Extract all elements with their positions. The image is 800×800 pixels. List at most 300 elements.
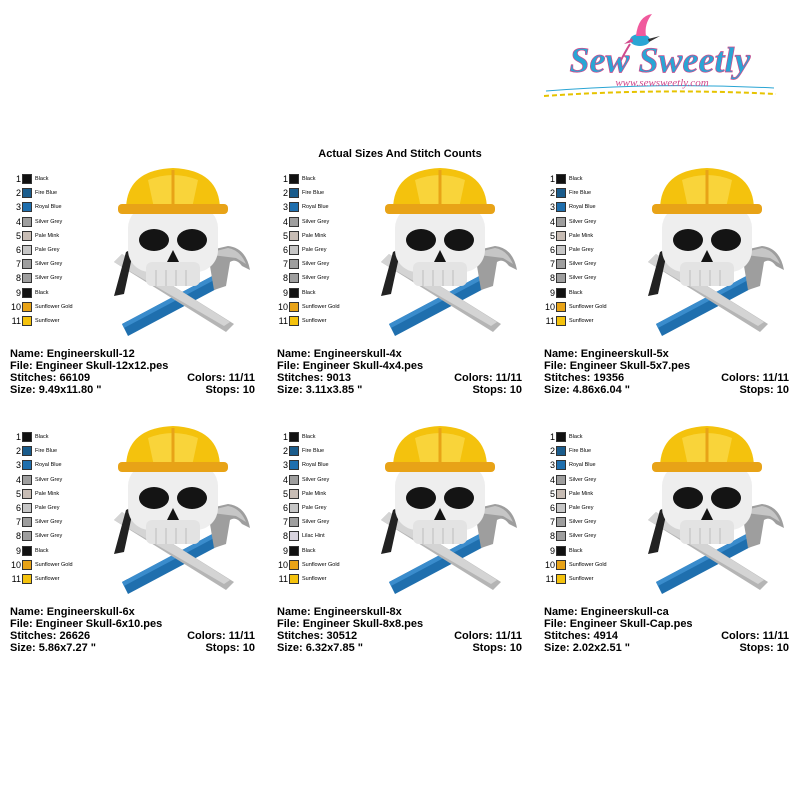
swatch-number: 9 (282, 287, 288, 298)
swatch-color-box (556, 259, 566, 269)
color-swatch-list (544, 430, 634, 586)
color-swatch (10, 286, 100, 300)
field-value: Engineer Skull-Cap.pes (569, 618, 693, 630)
swatch-color-name: Pale Mink (35, 490, 60, 497)
swatch-color-box (22, 432, 32, 442)
swatch-color-box (289, 446, 299, 456)
stitch-count (10, 372, 90, 384)
color-swatch (10, 257, 100, 271)
swatch-color-box (289, 259, 299, 269)
swatch-color-name: Silver Grey (302, 218, 330, 225)
design-card-6 (544, 410, 794, 654)
swatch-color-name: Sunflower Gold (302, 561, 340, 568)
engineer-skull-design (367, 424, 527, 594)
swatch-number: 7 (282, 259, 288, 270)
swatch-color-name: Silver Grey (302, 476, 330, 483)
color-swatch (10, 186, 100, 200)
swatch-number: 3 (549, 460, 555, 471)
swatch-color-name: Silver Grey (35, 533, 63, 540)
field-label: Colors: (187, 630, 226, 642)
color-swatch (277, 501, 367, 515)
swatch-number: 6 (549, 503, 555, 514)
swatch-color-name: Fire Blue (35, 190, 58, 197)
field-value: 66109 (59, 372, 91, 384)
swatch-number: 2 (282, 446, 288, 457)
field-label: Colors: (454, 630, 493, 642)
design-file (544, 360, 690, 372)
color-swatch (544, 229, 634, 243)
swatch-color-name: Sunflower (302, 575, 327, 582)
swatch-color-name: Silver Grey (302, 519, 330, 526)
swatch-color-name: Silver Grey (302, 275, 330, 282)
swatch-color-box (22, 546, 32, 556)
swatch-color-name: Black (569, 434, 583, 441)
swatch-color-box (289, 489, 299, 499)
swatch-color-name: Royal Blue (569, 462, 596, 469)
color-swatch-list (10, 430, 100, 586)
swatch-color-box (289, 560, 299, 570)
swatch-number: 4 (282, 474, 288, 485)
color-swatch (277, 172, 367, 186)
hard-hat-icon (385, 426, 495, 472)
swatch-color-box (289, 432, 299, 442)
hard-hat-icon (652, 168, 762, 214)
swatch-color-box (22, 245, 32, 255)
swatch-color-name: Royal Blue (35, 462, 62, 469)
color-swatch (277, 544, 367, 558)
swatch-color-box (289, 174, 299, 184)
swatch-number: 6 (549, 245, 555, 256)
design-info (10, 606, 255, 654)
swatch-number: 3 (282, 460, 288, 471)
swatch-number: 2 (15, 188, 21, 199)
field-value: Engineerskull-12 (46, 348, 135, 360)
stop-count (472, 642, 522, 654)
swatch-color-name: Black (35, 289, 49, 296)
design-info (10, 348, 255, 396)
swatch-color-box (556, 574, 566, 584)
field-label: Stitches: (10, 372, 57, 384)
design-size (544, 384, 630, 396)
color-swatch (10, 515, 100, 529)
design-name (544, 348, 669, 360)
swatch-color-box (556, 489, 566, 499)
color-swatch (277, 314, 367, 328)
swatch-color-box (22, 475, 32, 485)
swatch-color-name: Lilac Hint (302, 533, 325, 540)
swatch-color-box (289, 574, 299, 584)
design-file (10, 618, 162, 630)
color-swatch (544, 271, 634, 285)
swatch-color-name: Pale Grey (35, 505, 60, 512)
swatch-color-box (556, 546, 566, 556)
swatch-number: 9 (549, 287, 555, 298)
swatch-number: 6 (282, 245, 288, 256)
color-swatch (277, 515, 367, 529)
swatch-number: 2 (282, 188, 288, 199)
swatch-number: 2 (549, 188, 555, 199)
field-value: Engineer Skull-8x8.pes (302, 618, 424, 630)
swatch-color-name: Black (302, 434, 316, 441)
hard-hat-icon (652, 426, 762, 472)
color-swatch (10, 458, 100, 472)
swatch-color-box (22, 489, 32, 499)
swatch-color-box (556, 316, 566, 326)
swatch-color-name: Pale Grey (569, 247, 594, 254)
swatch-number: 5 (549, 230, 555, 241)
design-name (544, 606, 669, 618)
swatch-color-box (556, 174, 566, 184)
swatch-number: 3 (15, 460, 21, 471)
swatch-color-box (556, 217, 566, 227)
swatch-number: 11 (545, 573, 555, 584)
swatch-color-name: Pale Mink (302, 232, 327, 239)
swatch-color-name: Fire Blue (569, 448, 592, 455)
color-count (454, 630, 522, 642)
field-label: Name: (544, 348, 578, 360)
color-swatch (10, 529, 100, 543)
color-swatch (544, 515, 634, 529)
swatch-number: 1 (15, 432, 21, 443)
field-label: Size: (544, 642, 570, 654)
color-swatch (277, 300, 367, 314)
swatch-number: 5 (549, 488, 555, 499)
swatch-color-box (556, 188, 566, 198)
swatch-color-box (556, 560, 566, 570)
field-value: 10 (776, 642, 789, 654)
stitch-count (277, 630, 357, 642)
swatch-number: 6 (15, 503, 21, 514)
swatch-color-name: Black (302, 289, 316, 296)
swatch-color-name: Black (569, 289, 583, 296)
swatch-color-name: Black (302, 547, 316, 554)
color-count (187, 630, 255, 642)
swatch-color-name: Silver Grey (569, 476, 597, 483)
design-card-3 (544, 152, 794, 396)
stop-count (472, 384, 522, 396)
color-swatch-list (277, 172, 367, 328)
color-swatch (10, 501, 100, 515)
color-swatch (277, 257, 367, 271)
swatch-color-name: Fire Blue (569, 190, 592, 197)
design-file (277, 618, 423, 630)
field-label: Stitches: (544, 630, 591, 642)
swatch-color-name: Sunflower Gold (569, 303, 607, 310)
swatch-color-box (22, 288, 32, 298)
design-size (544, 642, 630, 654)
swatch-number: 10 (544, 559, 555, 570)
swatch-color-name: Silver Grey (569, 218, 597, 225)
stitch-count (544, 372, 624, 384)
swatch-color-name: Black (35, 547, 49, 554)
engineer-skull-design (634, 424, 794, 594)
swatch-color-name: Pale Grey (302, 505, 327, 512)
field-value: 11/11 (495, 372, 522, 384)
design-card-4 (10, 410, 260, 654)
swatch-color-box (22, 560, 32, 570)
swatch-number: 2 (15, 446, 21, 457)
color-swatch (544, 473, 634, 487)
field-label: Stops: (205, 642, 240, 654)
field-label: Stitches: (10, 630, 57, 642)
field-value: 19356 (593, 372, 625, 384)
swatch-color-name: Fire Blue (302, 448, 325, 455)
swatch-color-box (556, 202, 566, 212)
swatch-color-box (289, 517, 299, 527)
swatch-color-box (556, 460, 566, 470)
swatch-color-name: Silver Grey (35, 218, 63, 225)
swatch-color-name: Sunflower (35, 317, 60, 324)
swatch-color-name: Sunflower Gold (302, 303, 340, 310)
color-swatch (277, 430, 367, 444)
swatch-color-box (289, 546, 299, 556)
design-info (277, 606, 522, 654)
stitch-count (277, 372, 351, 384)
field-value: 10 (509, 384, 522, 396)
field-label: File: (277, 360, 300, 372)
field-label: Stops: (739, 384, 774, 396)
hard-hat-icon (385, 168, 495, 214)
design-name (277, 606, 402, 618)
stitch-count (544, 630, 618, 642)
field-label: Stops: (472, 384, 507, 396)
swatch-color-box (289, 302, 299, 312)
color-swatch (544, 215, 634, 229)
swatch-color-name: Silver Grey (35, 275, 63, 282)
color-swatch (10, 473, 100, 487)
field-label: Size: (544, 384, 570, 396)
swatch-color-name: Silver Grey (302, 261, 330, 268)
swatch-color-box (22, 259, 32, 269)
stop-count (739, 642, 789, 654)
swatch-number: 3 (15, 202, 21, 213)
swatch-color-name: Fire Blue (302, 190, 325, 197)
swatch-number: 6 (282, 503, 288, 514)
swatch-color-name: Royal Blue (302, 204, 329, 211)
swatch-color-name: Silver Grey (569, 533, 597, 540)
field-label: Size: (277, 642, 303, 654)
field-value: 10 (242, 384, 255, 396)
color-swatch (10, 314, 100, 328)
swatch-color-box (556, 475, 566, 485)
swatch-color-name: Pale Grey (569, 505, 594, 512)
engineer-skull-design (100, 166, 260, 336)
swatch-color-box (22, 217, 32, 227)
color-swatch (277, 487, 367, 501)
swatch-number: 3 (549, 202, 555, 213)
swatch-color-box (22, 188, 32, 198)
swatch-number: 4 (15, 474, 21, 485)
swatch-color-name: Sunflower (569, 575, 594, 582)
swatch-color-name: Pale Grey (302, 247, 327, 254)
color-swatch (544, 487, 634, 501)
field-value: 10 (242, 642, 255, 654)
color-swatch (544, 544, 634, 558)
swatch-color-box (22, 517, 32, 527)
swatch-number: 11 (545, 315, 555, 326)
field-value: Engineer Skull-5x7.pes (569, 360, 691, 372)
color-swatch (10, 172, 100, 186)
design-file (10, 360, 168, 372)
field-value: 11/11 (762, 630, 789, 642)
swatch-color-box (289, 475, 299, 485)
field-label: Size: (277, 384, 303, 396)
color-swatch (544, 243, 634, 257)
design-name (10, 606, 135, 618)
swatch-number: 7 (15, 259, 21, 270)
swatch-number: 10 (277, 301, 288, 312)
design-name (10, 348, 135, 360)
swatch-color-name: Black (35, 176, 49, 183)
field-label: Name: (277, 606, 311, 618)
field-label: Name: (10, 606, 44, 618)
sew-sweetly-logo (540, 8, 780, 108)
swatch-number: 11 (11, 315, 21, 326)
color-swatch (277, 186, 367, 200)
design-size (277, 642, 363, 654)
swatch-color-box (22, 531, 32, 541)
swatch-color-box (289, 460, 299, 470)
swatch-number: 11 (278, 573, 288, 584)
color-swatch-list (544, 172, 634, 328)
color-swatch-list (10, 172, 100, 328)
color-swatch (544, 529, 634, 543)
swatch-color-name: Pale Grey (35, 247, 60, 254)
swatch-number: 10 (10, 301, 21, 312)
swatch-color-box (289, 288, 299, 298)
color-count (721, 372, 789, 384)
swatch-color-name: Royal Blue (302, 462, 329, 469)
swatch-color-box (22, 273, 32, 283)
color-swatch (10, 243, 100, 257)
swatch-color-name: Black (569, 547, 583, 554)
field-value: 30512 (326, 630, 358, 642)
swatch-number: 8 (549, 531, 555, 542)
color-swatch (544, 444, 634, 458)
color-swatch (10, 444, 100, 458)
swatch-color-name: Pale Mink (302, 490, 327, 497)
color-swatch (544, 501, 634, 515)
color-swatch (10, 487, 100, 501)
swatch-number: 5 (15, 488, 21, 499)
color-swatch (544, 286, 634, 300)
swatch-number: 1 (15, 174, 21, 185)
swatch-color-box (556, 432, 566, 442)
color-swatch (277, 572, 367, 586)
swatch-number: 3 (282, 202, 288, 213)
swatch-number: 9 (15, 545, 21, 556)
swatch-color-name: Royal Blue (569, 204, 596, 211)
color-swatch (10, 300, 100, 314)
swatch-color-box (289, 231, 299, 241)
field-label: Colors: (187, 372, 226, 384)
swatch-color-box (556, 273, 566, 283)
swatch-color-name: Silver Grey (35, 476, 63, 483)
swatch-color-box (556, 231, 566, 241)
color-swatch (544, 172, 634, 186)
field-value: Engineerskull-ca (580, 606, 669, 618)
field-value: 2.02x2.51 " (572, 642, 630, 654)
swatch-color-box (289, 316, 299, 326)
swatch-number: 8 (15, 273, 21, 284)
field-label: Name: (277, 348, 311, 360)
design-file (277, 360, 423, 372)
color-swatch (277, 200, 367, 214)
field-label: Stitches: (277, 372, 324, 384)
field-value: 4.86x6.04 " (572, 384, 630, 396)
swatch-number: 8 (282, 273, 288, 284)
swatch-color-name: Sunflower (302, 317, 327, 324)
swatch-color-name: Fire Blue (35, 448, 58, 455)
swatch-color-name: Sunflower Gold (569, 561, 607, 568)
color-count (187, 372, 255, 384)
design-info (544, 348, 789, 396)
color-swatch (277, 458, 367, 472)
swatch-color-box (289, 503, 299, 513)
field-value: 9.49x11.80 " (38, 384, 102, 396)
swatch-number: 8 (282, 531, 288, 542)
field-value: 10 (776, 384, 789, 396)
swatch-color-name: Pale Mink (569, 490, 594, 497)
swatch-number: 9 (15, 287, 21, 298)
design-size (277, 384, 362, 396)
color-swatch-list (277, 430, 367, 586)
design-name (277, 348, 402, 360)
swatch-number: 5 (282, 488, 288, 499)
field-value: Engineer Skull-12x12.pes (35, 360, 169, 372)
swatch-color-box (289, 188, 299, 198)
engineer-skull-design (100, 424, 260, 594)
color-swatch (277, 473, 367, 487)
design-card-1 (10, 152, 260, 396)
field-value: 6.32x7.85 " (305, 642, 363, 654)
swatch-color-name: Royal Blue (35, 204, 62, 211)
field-value: 11/11 (762, 372, 789, 384)
swatch-color-name: Black (569, 176, 583, 183)
design-file (544, 618, 693, 630)
field-value: 11/11 (228, 372, 255, 384)
swatch-color-box (289, 202, 299, 212)
swatch-number: 9 (282, 545, 288, 556)
color-swatch (277, 215, 367, 229)
design-card-5 (277, 410, 527, 654)
swatch-number: 7 (282, 517, 288, 528)
swatch-color-name: Silver Grey (35, 519, 63, 526)
swatch-color-box (22, 316, 32, 326)
swatch-number: 5 (282, 230, 288, 241)
field-value: Engineer Skull-6x10.pes (35, 618, 163, 630)
swatch-color-box (289, 217, 299, 227)
color-swatch (544, 300, 634, 314)
field-value: 26626 (59, 630, 91, 642)
field-value: 3.11x3.85 " (305, 384, 363, 396)
color-swatch (544, 458, 634, 472)
swatch-number: 5 (15, 230, 21, 241)
swatch-number: 6 (15, 245, 21, 256)
field-value: 9013 (326, 372, 352, 384)
swatch-color-box (556, 245, 566, 255)
color-swatch (544, 430, 634, 444)
swatch-number: 4 (282, 216, 288, 227)
swatch-color-box (22, 231, 32, 241)
field-label: Stitches: (544, 372, 591, 384)
swatch-color-name: Silver Grey (35, 261, 63, 268)
logo-brand: Sew Sweetly (569, 40, 751, 80)
field-value: Engineerskull-8x (313, 606, 402, 618)
swatch-number: 4 (549, 216, 555, 227)
color-swatch (10, 229, 100, 243)
swatch-number: 7 (15, 517, 21, 528)
